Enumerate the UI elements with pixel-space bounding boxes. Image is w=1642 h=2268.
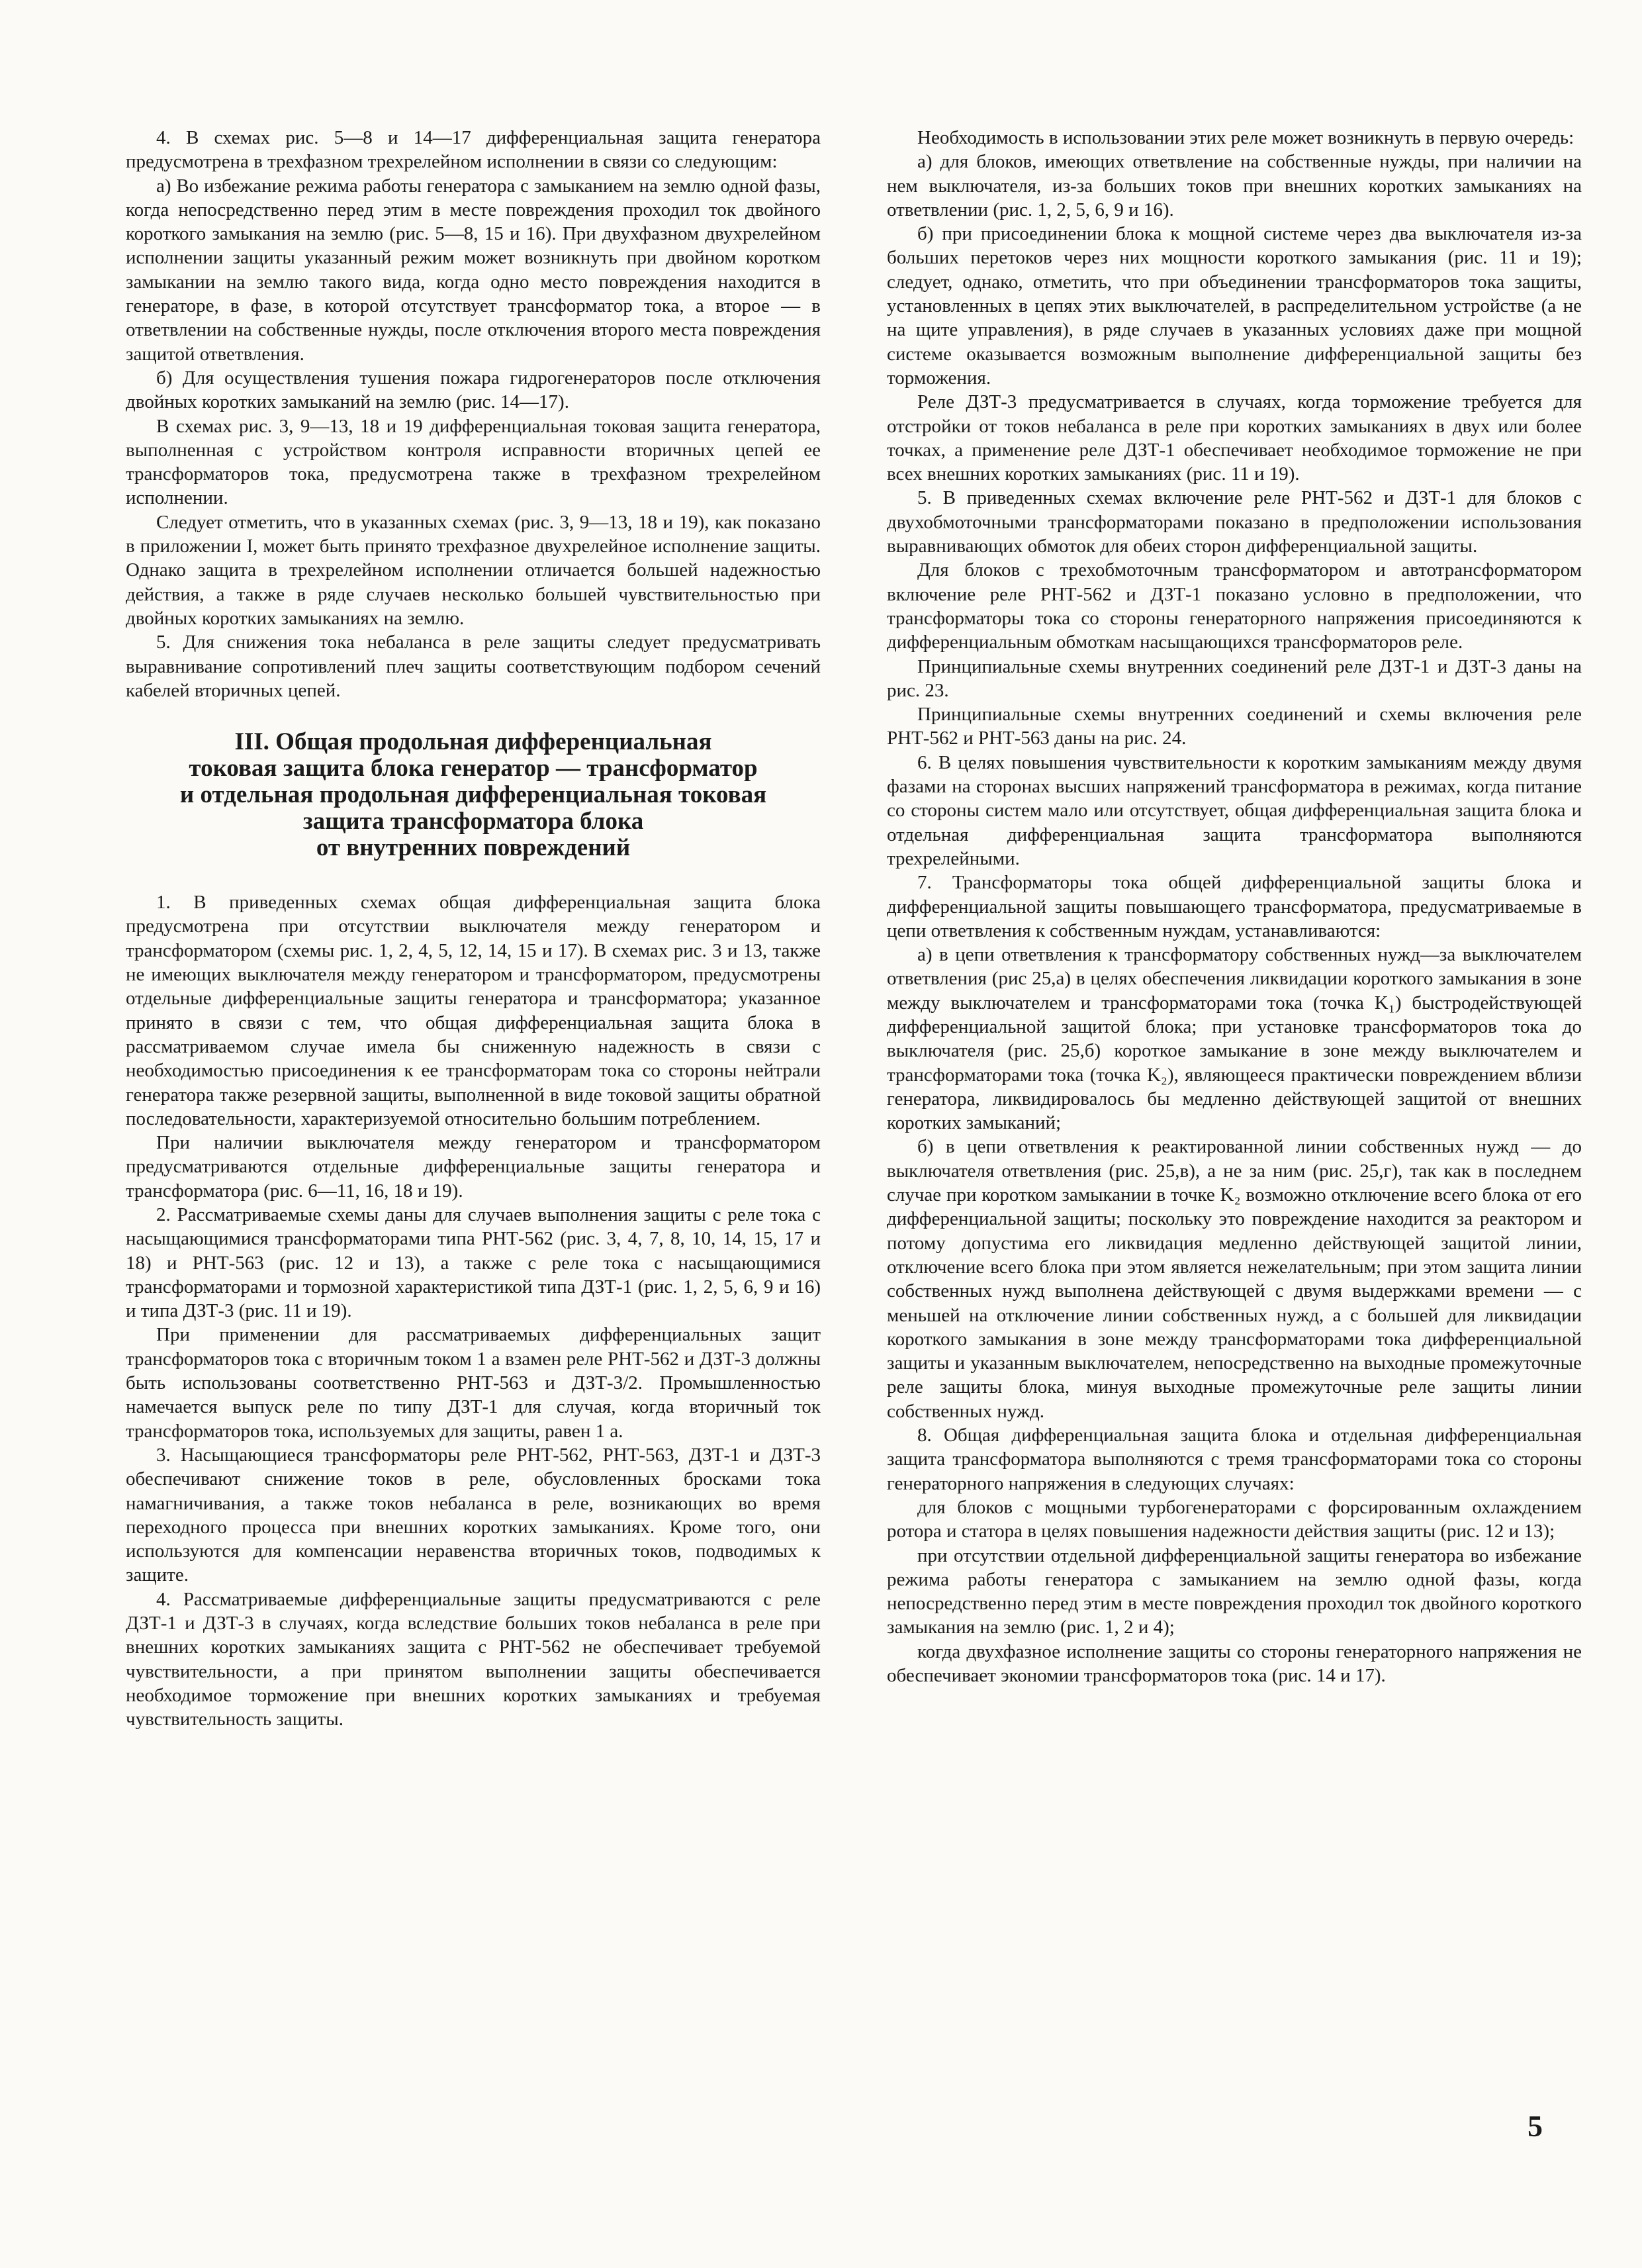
paragraph: Следует отметить, что в указанных схемах (рис. 3, 9—13, 18 и 19), как показано в приложении I, может быть принято трехфазное двухрелейное исполнение защиты. Однако защита в трехрелейном исполнении отличается большей надежностью действия, а также в ряде случаев несколько большей чувствительностью при двойных коротких замыканиях на землю. — [126, 511, 821, 629]
page-number: 5 — [1528, 2109, 1543, 2143]
paragraph: для блоков с мощными турбогенераторами с форсированным охлаждением ротора и статора в целях повышения надежности действия защиты (рис. 12 и 13); — [887, 1496, 1582, 1542]
paragraph: В схемах рис. 3, 9—13, 18 и 19 дифференциальная токовая защита генератора, выполненная с устройством контроля исправности вторичных цепей ее трансформаторов тока, предусмотрена также в трехфазном трехрелейном исполнении. — [126, 415, 821, 509]
paragraph: а) в цепи ответвления к трансформатору собственных нужд—за выключателем ответвления (рис 25,а) в целях обеспечения ликвидации короткого замыкания в зоне между выключателем и трансформаторами тока (точка K₁) быстродействующей дифференциальной защитой блока; при установке трансформаторов тока до выключателя (рис. 25,б) короткое замыкание в зоне между выключателем и трансформаторами тока (точка K₂), являющееся практически повреждением вблизи генератора, ликвидировалось бы медленно действующей защитой от внешних коротких замыканий; — [887, 944, 1582, 1134]
left-column — [126, 126, 821, 1732]
heading-line: защита трансформатора блока — [302, 808, 644, 835]
paragraph: а) Во избежание режима работы генератора с замыканием на землю одной фазы, когда непосредственно перед этим в месте повреждения проходил ток двойного короткого замыкания на землю (рис. 5—8, 15 и 16). При двухфазном двухрелейном исполнении защиты указанный режим может возникнуть при двойном коротком замыкании на землю такого вида, когда одно место повреждения находится в генераторе, в фазе, в которой отсутствует трансформатор тока, а второе — в ответвлении на собственные нужды, после отключения второго места повреждения защитой ответвления. — [126, 175, 821, 365]
paragraph: 4. В схемах рис. 5—8 и 14—17 дифференциальная защита генератора предусмотрена в трехфазном трехрелейном исполнении в связи со следующим: — [126, 127, 821, 173]
paragraph: 6. В целях повышения чувствительности к коротким замыканиям между двумя фазами на сторонах высших напряжений трансформатора в режимах, когда питание со стороны систем мало или отсутствует, общая дифференциальная защита блока и отдельная дифференциальная защита трансформатора выполняются трехрелейными. — [887, 751, 1582, 869]
paragraph: При применении для рассматриваемых дифференциальных защит трансформаторов тока с вторичным током 1 а взамен реле РНТ-562 и ДЗТ-3 должны быть использованы соответственно РНТ-563 и ДЗТ-3/2. Промышленностью намечается выпуск реле по типу ДЗТ-1 для случая, когда вторичный ток трансформаторов тока, используемых для защиты, равен 1 а. — [126, 1324, 821, 1442]
section-heading — [126, 729, 821, 861]
paragraph: Необходимость в использовании этих реле может возникнуть в первую очередь: — [917, 127, 1574, 148]
paragraph: 5. В приведенных схемах включение реле РНТ-562 и ДЗТ-1 для блоков с двухобмоточными трансформаторами показано в предположении использования выравнивающих обмоток для обеих сторон дифференциальной защиты. — [887, 487, 1582, 557]
paragraph: 4. Рассматриваемые дифференциальные защиты предусматриваются с реле ДЗТ-1 и ДЗТ-3 в случаях, когда вследствие больших токов небаланса в реле при внешних коротких замыканиях защита с РНТ-562 не обеспечивает требуемой чувствительности, а при принятом выполнении защиты обеспечивается необходимое торможение при внешних коротких замыканиях и требуемая чувствительность защиты. — [126, 1588, 821, 1730]
right-column — [887, 126, 1582, 1687]
heading-line: III. Общая продольная дифференциальная — [234, 728, 712, 756]
paragraph: Для блоков с трехобмоточным трансформатором и автотрансформатором включение реле РНТ-562 и ДЗТ-1 показано условно в предположении, что трансформаторы тока со стороны генераторного напряжения присоединяются к дифференциальным обмоткам насыщающихся трансформаторов реле. — [887, 559, 1582, 653]
paragraph: Реле ДЗТ-3 предусматривается в случаях, когда торможение требуется для отстройки от токов небаланса в реле при коротких замыканиях в двух или более точках, а применение реле ДЗТ-1 обеспечивает необходимое торможение не при всех внешних коротких замыканиях (рис. 11 и 19). — [887, 391, 1582, 485]
paragraph: 8. Общая дифференциальная защита блока и отдельная дифференциальная защита трансформатора выполняются с тремя трансформаторами тока со стороны генераторного напряжения в следующих случаях: — [887, 1425, 1582, 1494]
paragraph: б) в цепи ответвления к реактированной линии собственных нужд — до выключателя ответвления (рис. 25,в), а не за ним (рис. 25,г), так как в последнем случае при коротком замыкании в точке K₂ возможно отключение всего блока от его дифференциальной защиты; поскольку это повреждение находится за реактором и потому допустима его ликвидация медленно действующей защитой линии, отключение всего блока при этом является нежелательным; при этом защита линии собственных нужд выполнена действующей с двумя выдержками времени — с меньшей на отключение линии собственных нужд, а с большей для ликвидации короткого замыкания в зоне между трансформаторами тока дифференциальной защиты и указанным выключателем, непосредственно на выходные промежуточные реле защиты блока, минуя выходные промежуточные реле защиты линии собственных нужд. — [887, 1136, 1582, 1422]
paragraph: при отсутствии отдельной дифференциальной защиты генератора во избежание режима работы генератора с замыканием на землю одной фазы, когда непосредственно перед этим в месте повреждения проходил ток двойного короткого замыкания на землю (рис. 1, 2 и 4); — [887, 1544, 1582, 1638]
heading-line: токовая защита блока генератор — трансформатор — [189, 755, 758, 782]
paragraph: 3. Насыщающиеся трансформаторы реле РНТ-562, РНТ-563, ДЗТ-1 и ДЗТ-3 обеспечивают снижение токов в реле, обусловленных бросками тока намагничивания, а также токов небаланса в реле, возникающих во время переходного процесса при внешних коротких замыканиях. Кроме того, они используются для компенсации неравенства вторичных токов, подводимых к защите. — [126, 1444, 821, 1586]
paragraph: когда двухфазное исполнение защиты со стороны генераторного напряжения не обеспечивает экономии трансформаторов тока (рис. 14 и 17). — [887, 1640, 1582, 1686]
paragraph: 1. В приведенных схемах общая дифференциальная защита блока предусмотрена при отсутствии выключателя между генератором и трансформатором (схемы рис. 1, 2, 4, 5, 12, 14, 15 и 17). В схемах рис. 3 и 13, также не имеющих выключателя между генератором и трансформатором, предусмотрены отдельные дифференциальные защиты генератора и трансформатора; указанное принято в связи с тем, что общая дифференциальная защита блока в рассматриваемом случае имела бы сниженную надежность в связи с необходимостью присоединения к ее трансформаторам тока со стороны нейтрали генератора также резервной защиты, выполненной в виде токовой защиты обратной последовательности, характеризуемой относительно большим потреблением. — [126, 892, 821, 1129]
paragraph: а) для блоков, имеющих ответвление на собственные нужды, при наличии на нем выключателя, из-за больших токов при внешних коротких замыканиях на ответвлении (рис. 1, 2, 5, 6, 9 и 16). — [887, 151, 1582, 220]
paragraph: При наличии выключателя между генератором и трансформатором предусматриваются отдельные дифференциальные защиты генератора и трансформатора (рис. 6—11, 16, 18 и 19). — [126, 1132, 821, 1202]
paragraph: б) при присоединении блока к мощной системе через два выключателя из-за больших перетоков через них мощности короткого замыкания (рис. 11 и 19); следует, однако, отметить, что при объединении трансформаторов тока защиты, установленных в цепях этих выключателей, в распределительном устройстве (а не на щите управления), в ряде случаев в указанных условиях даже при мощной системе оказывается возможным выполнение дифференциальной защиты без торможения. — [887, 223, 1582, 389]
heading-line: от внутренних повреждений — [316, 834, 631, 862]
paragraph: 5. Для снижения тока небаланса в реле защиты следует предусматривать выравнивание сопротивлений плеч защиты соответствующим подбором сечений кабелей вторичных цепей. — [126, 632, 821, 701]
paragraph: 2. Рассматриваемые схемы даны для случаев выполнения защиты с реле тока с насыщающимися трансформаторами типа РНТ-562 (рис. 3, 4, 7, 8, 10, 14, 15, 17 и 18) и РНТ-563 (рис. 12 и 13), а также с реле тока с насыщающимися трансформаторами и тормозной характеристикой типа ДЗТ-1 (рис. 1, 2, 5, 6, 9 и 16) и типа ДЗТ-3 (рис. 11 и 19). — [126, 1204, 821, 1322]
paragraph: Принципиальные схемы внутренних соединений реле ДЗТ-1 и ДЗТ-3 даны на рис. 23. — [887, 655, 1582, 701]
paragraph: б) Для осуществления тушения пожара гидрогенераторов после отключения двойных коротких замыканий на землю (рис. 14—17). — [126, 367, 821, 413]
heading-line: и отдельная продольная дифференциальная токовая — [179, 781, 767, 809]
paragraph: Принципиальные схемы внутренних соединений и схемы включения реле РНТ-562 и РНТ-563 даны на рис. 24. — [887, 704, 1582, 749]
paragraph: 7. Трансформаторы тока общей дифференциальной защиты блока и дифференциальной защиты повышающего трансформатора, предусматриваемые в цепи ответвления к собственным нуждам, устанавливаются: — [887, 872, 1582, 941]
